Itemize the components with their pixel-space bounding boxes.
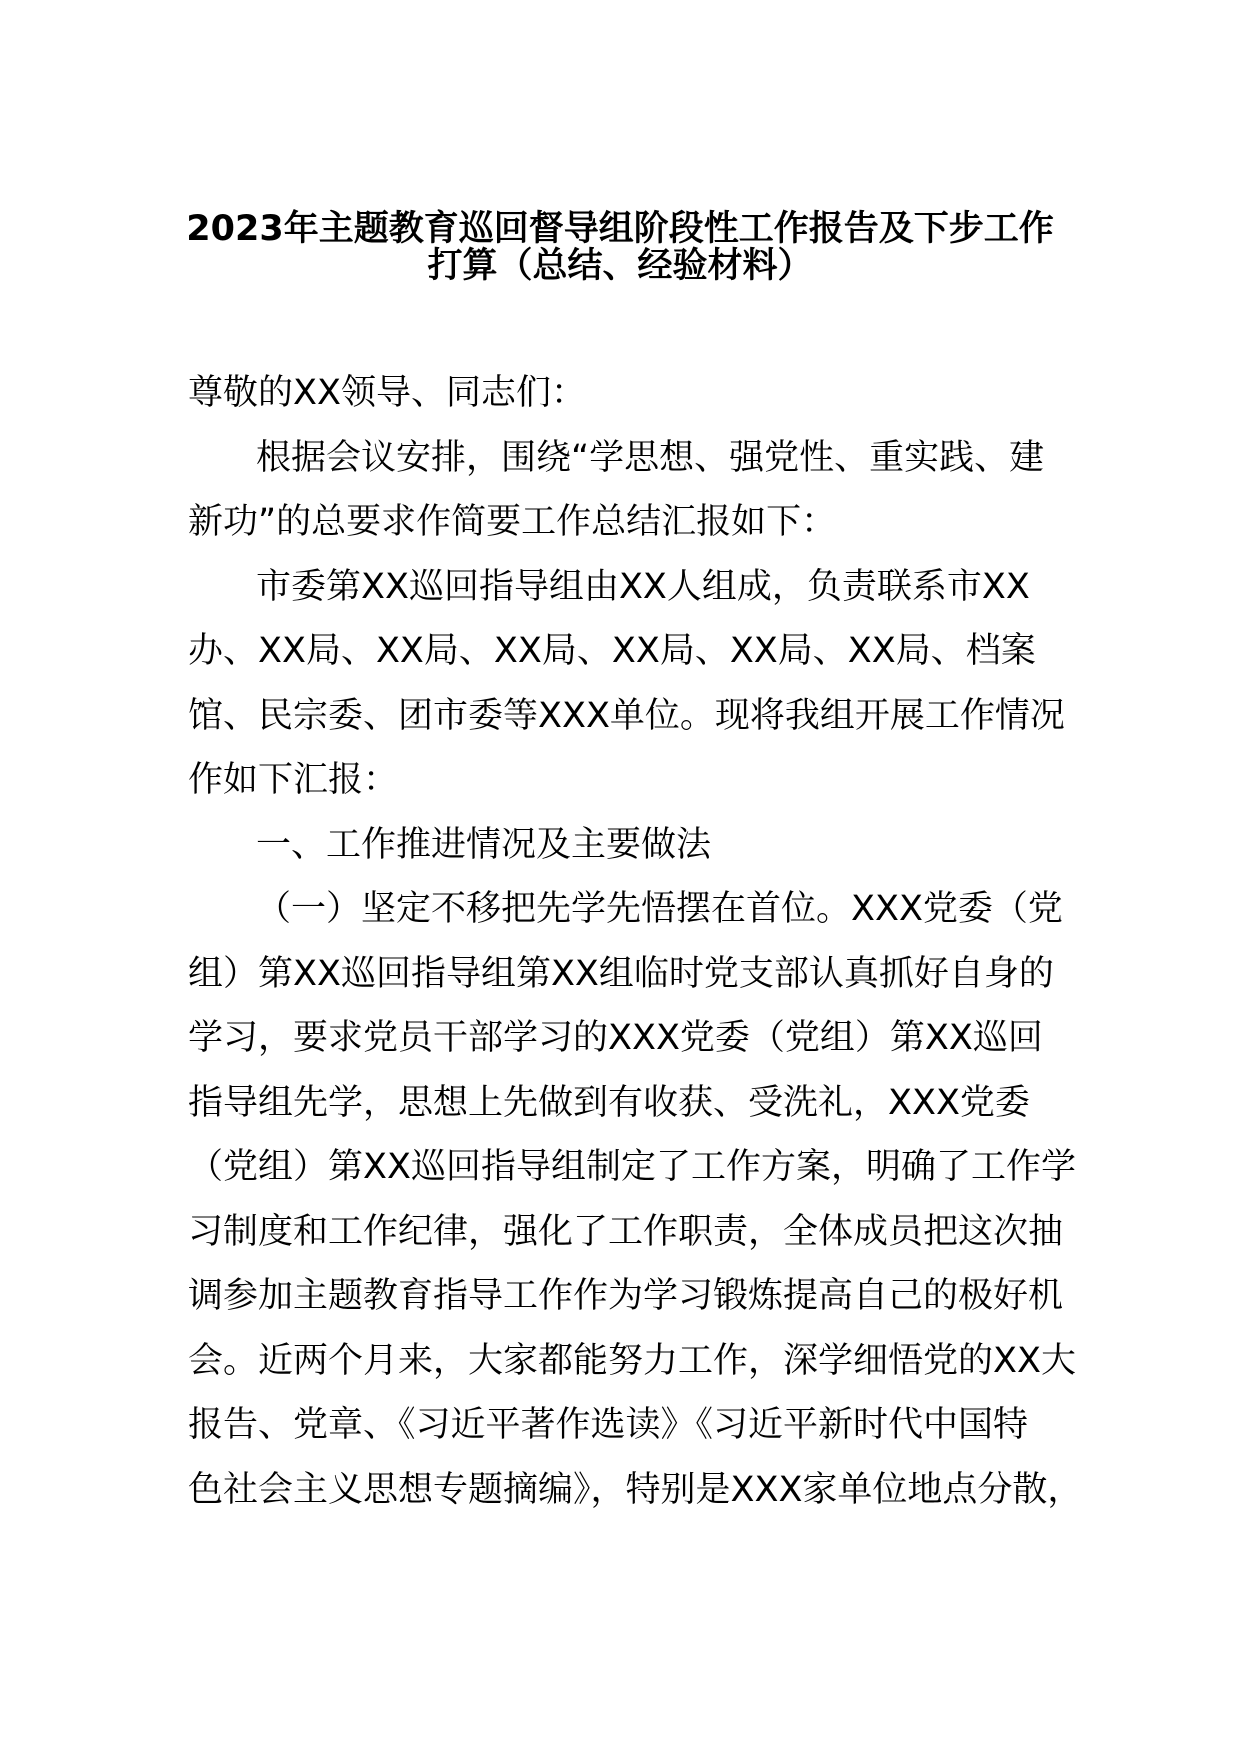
paragraph-line: 馆、民宗委、团市委等XXX单位。现将我组开展工作情况 (188, 696, 1065, 736)
paragraph-line: 办、XX局、XX局、XX局、XX局、XX局、XX局、档案 (188, 631, 1036, 671)
salutation: 尊敬的XX领导、同志们： (188, 373, 586, 413)
paragraph-line: 色社会主义思想专题摘编》，特别是XXX家单位地点分散， (188, 1470, 1083, 1510)
paragraph-line: （一）坚定不移把先学先悟摆在首位。XXX党委（党 (256, 889, 1063, 929)
paragraph-line: 根据会议安排，围绕“学思想、强党性、重实践、建 (256, 438, 1045, 478)
section-heading: 一、工作推进情况及主要做法 (256, 825, 712, 865)
paragraph-line: 组）第XX巡回指导组第XX组临时党支部认真抓好自身的 (188, 954, 1054, 994)
paragraph-line: 学习，要求党员干部学习的XXX党委（党组）第XX巡回 (188, 1018, 1043, 1058)
paragraph-line: （党组）第XX巡回指导组制定了工作方案，明确了工作学 (188, 1147, 1076, 1187)
paragraph-line: 习制度和工作纪律，强化了工作职责，全体成员把这次抽 (188, 1212, 1064, 1252)
paragraph-line: 作如下汇报： (188, 760, 399, 800)
paragraph-line: 会。近两个月来，大家都能努力工作，深学细悟党的XX大 (188, 1341, 1076, 1381)
paragraph-line: 指导组先学，思想上先做到有收获、受洗礼，XXX党委 (188, 1083, 1030, 1123)
document-title-line-1: 2023年主题教育巡回督导组阶段性工作报告及下步工作 (186, 209, 1054, 249)
document-title-line-2: 打算（总结、经验材料） (427, 246, 813, 286)
paragraph-line: 新功”的总要求作简要工作总结汇报如下： (188, 502, 837, 542)
paragraph-line: 报告、党章、《习近平著作选读》《习近平新时代中国特 (188, 1405, 1029, 1445)
paragraph-line: 市委第XX巡回指导组由XX人组成，负责联系市XX (256, 567, 1030, 607)
paragraph-line: 调参加主题教育指导工作作为学习锻炼提高自己的极好机 (188, 1276, 1064, 1316)
